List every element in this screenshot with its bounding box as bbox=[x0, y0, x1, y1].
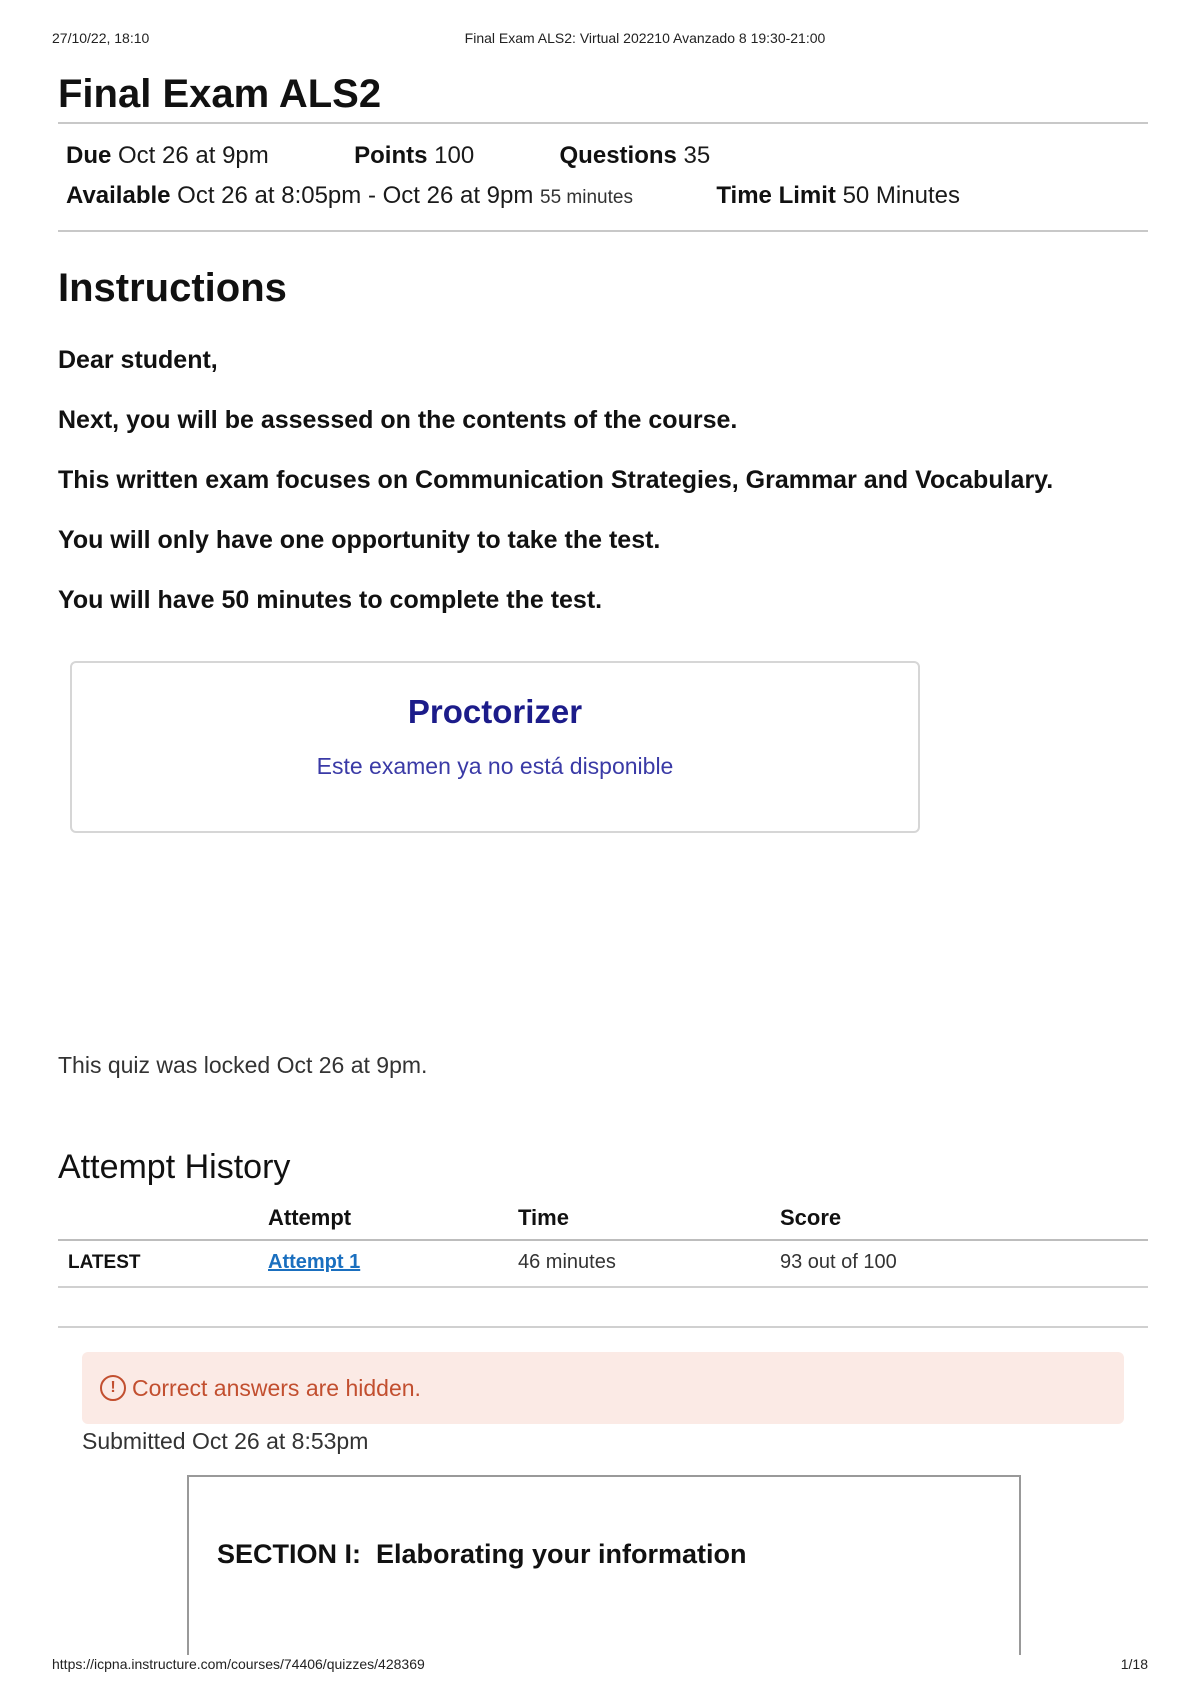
instruction-paragraph: Dear student, bbox=[58, 346, 218, 374]
instructions-heading: Instructions bbox=[58, 266, 287, 310]
instructions-body bbox=[58, 341, 1148, 619]
instruction-paragraph: Next, you will be assessed on the contents of the course. bbox=[58, 406, 738, 434]
section-divider bbox=[58, 1326, 1148, 1328]
print-page-number: 1/18 bbox=[1120, 1656, 1148, 1672]
column-header-time: Time bbox=[518, 1205, 780, 1240]
attempt-history-table bbox=[58, 1205, 1148, 1288]
main-content bbox=[58, 60, 1148, 833]
details-divider bbox=[58, 230, 1148, 232]
instruction-paragraph: This written exam focuses on Communication Strategies, Grammar and Vocabulary. bbox=[58, 466, 1054, 494]
attempt-history-heading: Attempt History bbox=[58, 1148, 291, 1186]
column-header-tag bbox=[58, 1205, 268, 1240]
questions-label: Questions bbox=[559, 142, 677, 169]
locked-notice: This quiz was locked Oct 26 at 9pm. bbox=[58, 1052, 428, 1078]
column-header-score: Score bbox=[780, 1205, 1148, 1240]
print-url: https://icpna.instructure.com/courses/74406/quizzes/428369 bbox=[52, 1656, 425, 1672]
print-timestamp: 27/10/22, 18:10 bbox=[52, 30, 150, 46]
instruction-paragraph: You will only have one opportunity to take the test. bbox=[58, 526, 661, 554]
available-value: Oct 26 at 8:05pm - Oct 26 at 9pm bbox=[177, 182, 534, 209]
latest-tag: LATEST bbox=[58, 1240, 268, 1287]
details-row-1 bbox=[66, 136, 1140, 176]
question-section-box bbox=[187, 1475, 1021, 1655]
details-row-2 bbox=[66, 176, 1140, 216]
print-header bbox=[52, 30, 1148, 50]
available-label: Available bbox=[66, 182, 171, 209]
points-label: Points bbox=[354, 142, 428, 169]
time-limit-label: Time Limit bbox=[716, 182, 836, 209]
print-doc-title: Final Exam ALS2: Virtual 202210 Avanzado 8 19:30-21:00 bbox=[464, 30, 826, 46]
alert-text: Correct answers are hidden. bbox=[132, 1374, 421, 1401]
submitted-timestamp: Submitted Oct 26 at 8:53pm bbox=[82, 1428, 369, 1454]
table-row bbox=[58, 1240, 1148, 1287]
proctorizer-panel bbox=[70, 661, 920, 833]
points-value: 100 bbox=[434, 142, 475, 169]
attempt-time: 46 minutes bbox=[518, 1240, 780, 1287]
table-header-row bbox=[58, 1205, 1148, 1240]
attempt-cell bbox=[268, 1240, 518, 1287]
proctorizer-title: Proctorizer bbox=[407, 693, 583, 730]
quiz-details bbox=[58, 124, 1148, 230]
proctorizer-message: Este examen ya no está disponible bbox=[316, 753, 674, 779]
column-header-attempt: Attempt bbox=[268, 1205, 518, 1240]
attempt-1-link[interactable]: Attempt 1 bbox=[268, 1251, 361, 1273]
attempt-score: 93 out of 100 bbox=[780, 1240, 1148, 1287]
section-title: SECTION I: Elaborating your information bbox=[217, 1539, 747, 1569]
page-title: Final Exam ALS2 bbox=[58, 72, 382, 116]
instruction-paragraph: You will have 50 minutes to complete the test. bbox=[58, 586, 603, 614]
correct-answers-hidden-alert bbox=[82, 1352, 1124, 1424]
due-label: Due bbox=[66, 142, 112, 169]
warning-circle-icon: ! bbox=[100, 1375, 126, 1401]
attempt-history bbox=[58, 1148, 1148, 1288]
time-limit-value: 50 Minutes bbox=[842, 182, 960, 209]
available-duration: 55 minutes bbox=[540, 187, 633, 208]
due-value: Oct 26 at 9pm bbox=[118, 142, 269, 169]
questions-value: 35 bbox=[683, 142, 711, 169]
